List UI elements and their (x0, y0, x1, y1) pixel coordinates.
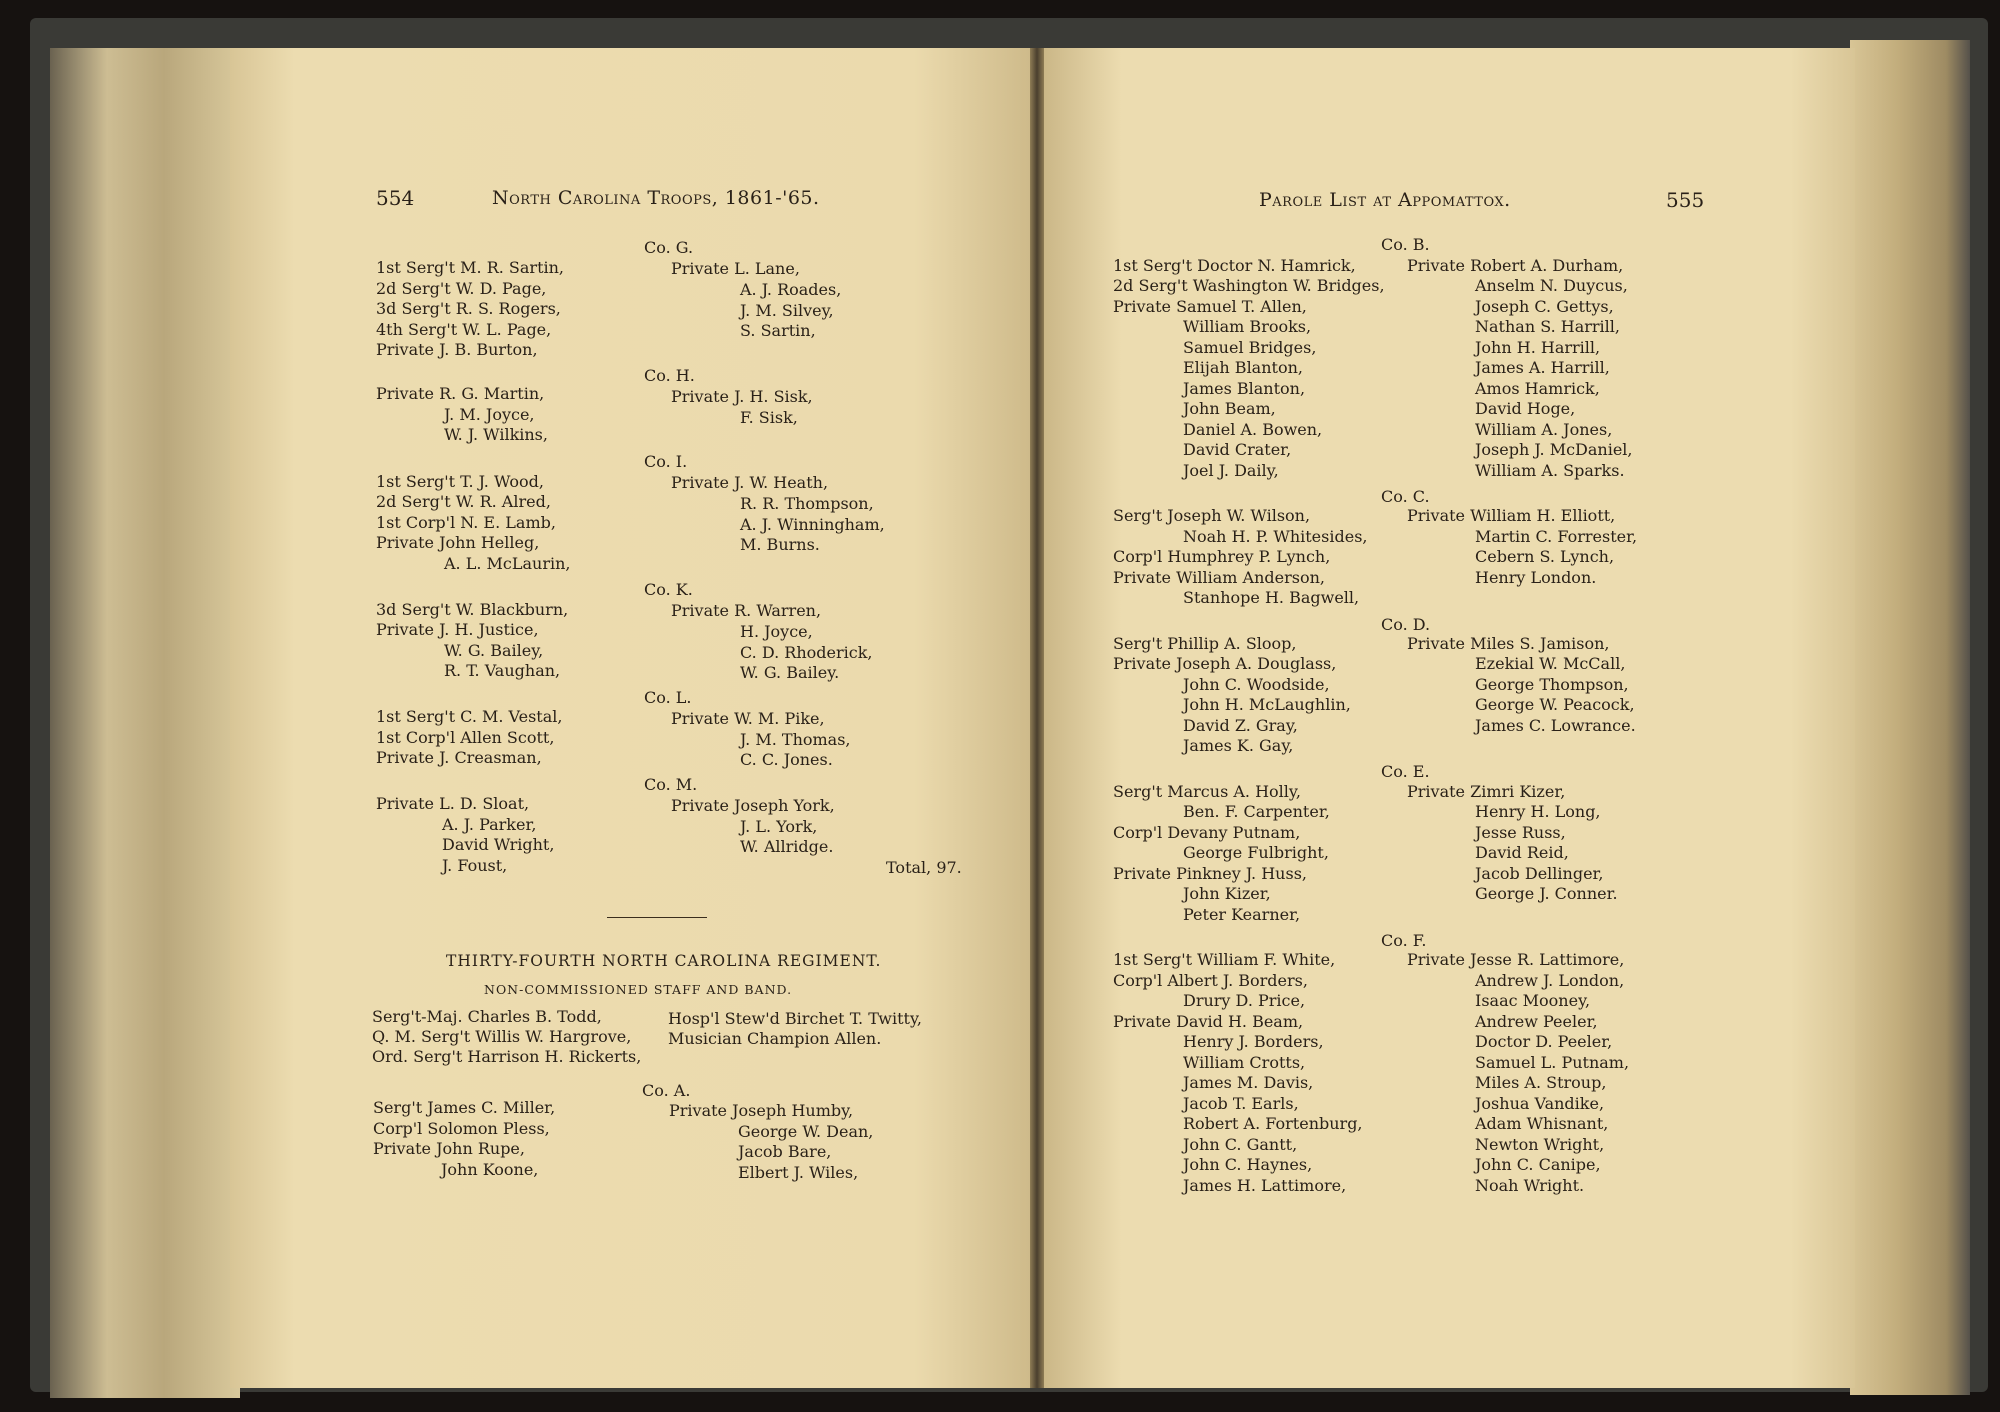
right-col1-line: 2d Serg't Washington W. Bridges, (1113, 276, 1385, 295)
right-col1-line: Ben. F. Carpenter, (1183, 802, 1330, 821)
left-col2-line: J. L. York, (740, 817, 818, 836)
right-col1-line: James K. Gay, (1183, 736, 1294, 755)
left-col2-heading: Co. M. (644, 775, 698, 794)
left-col2-heading: Co. H. (644, 366, 695, 385)
right-col2-line: James A. Harrill, (1475, 358, 1610, 377)
left-col2-heading: Co. G. (644, 238, 694, 257)
right-col2-line: Andrew J. London, (1475, 971, 1625, 990)
co-a-heading: Co. A. (642, 1081, 691, 1100)
right-col2-line: John C. Canipe, (1475, 1155, 1601, 1174)
right-col2-line: Private Robert A. Durham, (1407, 256, 1624, 275)
left-page-number: 554 (376, 186, 415, 210)
company-heading: Co. E. (1381, 762, 1430, 781)
left-col1-line: Private J. Creasman, (376, 748, 542, 767)
right-col2-line: Isaac Mooney, (1475, 991, 1591, 1010)
left-col1-line: Private L. D. Sloat, (376, 794, 530, 813)
right-col2-line: George Thompson, (1475, 675, 1629, 694)
left-col1-line: 3d Serg't R. S. Rogers, (376, 299, 561, 318)
left-col1-line: 1st Corp'l Allen Scott, (376, 728, 555, 747)
right-col1-line: Corp'l Humphrey P. Lynch, (1113, 547, 1331, 566)
right-col1-line: William Brooks, (1183, 317, 1312, 336)
right-col2-line: Joseph J. McDaniel, (1475, 440, 1633, 459)
right-col2-line: Henry London. (1475, 568, 1597, 587)
left-col1-line: Private John Helleg, (376, 533, 540, 552)
staff-line: Musician Champion Allen. (668, 1029, 882, 1048)
right-col2-line: Samuel L. Putnam, (1475, 1053, 1630, 1072)
left-col2-line: Private W. M. Pike, (671, 709, 825, 728)
left-col1-line: 1st Serg't T. J. Wood, (376, 472, 544, 491)
regiment-title: THIRTY-FOURTH NORTH CAROLINA REGIMENT. (446, 952, 882, 970)
page-edges-left (50, 48, 240, 1398)
left-col2-line: F. Sisk, (740, 408, 798, 427)
right-col2-line: James C. Lowrance. (1475, 716, 1636, 735)
co-a-line: Jacob Bare, (738, 1142, 832, 1161)
staff-title: NON-COMMISSIONED STAFF AND BAND. (484, 982, 793, 997)
left-col2-line: W. G. Bailey. (740, 663, 840, 682)
right-col1-line: Corp'l Devany Putnam, (1113, 823, 1301, 842)
right-col2-line: Jesse Russ, (1475, 823, 1566, 842)
right-page-number: 555 (1666, 188, 1705, 212)
right-col2-line: David Hoge, (1475, 399, 1576, 418)
right-col1-line: Drury D. Price, (1183, 991, 1306, 1010)
right-col1-line: George Fulbright, (1183, 843, 1329, 862)
left-col2-line: Private L. Lane, (671, 259, 800, 278)
company-heading: Co. F. (1381, 931, 1427, 950)
left-col2-line: W. Allridge. (740, 837, 834, 856)
right-col2-line: Miles A. Stroup, (1475, 1073, 1607, 1092)
right-col1-line: 1st Serg't Doctor N. Hamrick, (1113, 256, 1356, 275)
right-col2-line: Newton Wright, (1475, 1135, 1605, 1154)
staff-line: Q. M. Serg't Willis W. Hargrove, (372, 1027, 632, 1046)
left-col2-line: Private Joseph York, (671, 796, 835, 815)
left-col2-line: J. M. Silvey, (740, 301, 834, 320)
left-page (230, 48, 1035, 1388)
left-col2-line: C. D. Rhoderick, (740, 643, 873, 662)
right-col1-line: Private David H. Beam, (1113, 1012, 1304, 1031)
right-col1-line: James H. Lattimore, (1183, 1176, 1347, 1195)
right-col1-line: Henry J. Borders, (1183, 1032, 1324, 1051)
staff-line: Ord. Serg't Harrison H. Rickerts, (372, 1047, 642, 1066)
right-col1-line: John H. McLaughlin, (1183, 695, 1351, 714)
left-col1-line: 1st Serg't M. R. Sartin, (376, 258, 564, 277)
right-col1-line: John C. Woodside, (1183, 675, 1330, 694)
left-col2-line: J. M. Thomas, (740, 730, 851, 749)
right-col1-line: Serg't Joseph W. Wilson, (1113, 506, 1311, 525)
left-running-head: North Carolina Troops, 1861-'65. (492, 187, 820, 209)
co-a-line: Corp'l Solomon Pless, (373, 1119, 550, 1138)
total-count: Total, 97. (886, 858, 962, 877)
right-col1-line: Private Joseph A. Douglass, (1113, 654, 1337, 673)
left-col1-line: Private J. H. Justice, (376, 620, 539, 639)
staff-line: Hosp'l Stew'd Birchet T. Twitty, (668, 1009, 922, 1028)
right-col1-line: John C. Gantt, (1183, 1135, 1298, 1154)
right-col2-line: Jacob Dellinger, (1475, 864, 1604, 883)
right-col1-line: Daniel A. Bowen, (1183, 420, 1323, 439)
left-col1-line: 1st Serg't C. M. Vestal, (376, 707, 563, 726)
left-col1-line: David Wright, (442, 835, 555, 854)
right-col2-line: Ezekial W. McCall, (1475, 654, 1626, 673)
left-col2-line: M. Burns. (740, 535, 820, 554)
right-col1-line: Private Samuel T. Allen, (1113, 297, 1307, 316)
company-heading: Co. D. (1381, 615, 1431, 634)
co-a-line: Private John Rupe, (373, 1139, 525, 1158)
left-col1-line: 3d Serg't W. Blackburn, (376, 600, 569, 619)
left-col2-line: A. J. Winningham, (740, 515, 885, 534)
company-heading: Co. C. (1381, 487, 1430, 506)
left-col2-line: A. J. Roades, (740, 280, 842, 299)
left-col2-heading: Co. L. (644, 688, 692, 707)
staff-line: Serg't-Maj. Charles B. Todd, (372, 1007, 602, 1026)
right-col2-line: William A. Jones, (1475, 420, 1613, 439)
left-col2-line: C. C. Jones. (740, 750, 833, 769)
left-col2-heading: Co. K. (644, 580, 693, 599)
right-col2-line: Private William H. Elliott, (1407, 506, 1616, 525)
left-col2-line: H. Joyce, (740, 622, 813, 641)
right-col2-line: George J. Conner. (1475, 884, 1618, 903)
left-col1-line: 1st Corp'l N. E. Lamb, (376, 513, 556, 532)
right-col2-line: Nathan S. Harrill, (1475, 317, 1620, 336)
right-col2-line: Private Zimri Kizer, (1407, 782, 1566, 801)
left-col1-line: 4th Serg't W. L. Page, (376, 320, 552, 339)
right-col1-line: Robert A. Fortenburg, (1183, 1114, 1363, 1133)
co-a-line: Elbert J. Wiles, (738, 1163, 859, 1182)
left-col1-line: W. G. Bailey, (444, 641, 544, 660)
right-col1-line: David Z. Gray, (1183, 716, 1298, 735)
co-a-line: Serg't James C. Miller, (373, 1098, 556, 1117)
left-col1-line: Private R. G. Martin, (376, 384, 545, 403)
right-col1-line: James Blanton, (1183, 379, 1306, 398)
right-col1-line: Serg't Marcus A. Holly, (1113, 782, 1301, 801)
right-col2-line: Andrew Peeler, (1475, 1012, 1598, 1031)
left-col2-line: R. R. Thompson, (740, 494, 874, 513)
right-col1-line: Stanhope H. Bagwell, (1183, 588, 1360, 607)
right-col2-line: Adam Whisnant, (1475, 1114, 1609, 1133)
right-col2-line: Joshua Vandike, (1475, 1094, 1605, 1113)
right-col1-line: Jacob T. Earls, (1183, 1094, 1299, 1113)
right-col1-line: William Crotts, (1183, 1053, 1306, 1072)
right-col2-line: Noah Wright. (1475, 1176, 1585, 1195)
right-col1-line: Private William Anderson, (1113, 568, 1325, 587)
right-col1-line: Private Pinkney J. Huss, (1113, 864, 1307, 883)
right-col2-line: Joseph C. Gettys, (1475, 297, 1614, 316)
right-col2-line: Martin C. Forrester, (1475, 527, 1638, 546)
right-col2-line: Cebern S. Lynch, (1475, 547, 1615, 566)
right-col2-line: Henry H. Long, (1475, 802, 1601, 821)
company-heading: Co. B. (1381, 235, 1430, 254)
right-col1-line: 1st Serg't William F. White, (1113, 950, 1336, 969)
right-col2-line: Private Miles S. Jamison, (1407, 634, 1610, 653)
right-col1-line: John Beam, (1183, 399, 1276, 418)
left-col1-line: A. L. McLaurin, (444, 554, 571, 573)
right-page (1040, 48, 1855, 1388)
right-col1-line: David Crater, (1183, 440, 1292, 459)
page-edges-right (1850, 40, 1970, 1395)
left-col1-line: 2d Serg't W. R. Alred, (376, 492, 551, 511)
right-col2-line: David Reid, (1475, 843, 1569, 862)
right-col1-line: Samuel Bridges, (1183, 338, 1317, 357)
left-col2-line: Private R. Warren, (671, 601, 822, 620)
left-col1-line: Private J. B. Burton, (376, 340, 538, 359)
right-col2-line: George W. Peacock, (1475, 695, 1635, 714)
section-divider (607, 917, 707, 918)
book-gutter (1030, 48, 1044, 1388)
co-a-line: John Koone, (441, 1160, 539, 1179)
left-col1-line: 2d Serg't W. D. Page, (376, 279, 547, 298)
right-col1-line: John Kizer, (1183, 884, 1271, 903)
right-col2-line: William A. Sparks. (1475, 461, 1625, 480)
right-col1-line: James M. Davis, (1183, 1073, 1314, 1092)
co-a-line: George W. Dean, (738, 1122, 874, 1141)
left-col2-line: Private J. W. Heath, (671, 473, 829, 492)
right-col1-line: Joel J. Daily, (1183, 461, 1279, 480)
right-col2-line: John H. Harrill, (1475, 338, 1601, 357)
right-col2-line: Private Jesse R. Lattimore, (1407, 950, 1625, 969)
right-col2-line: Anselm N. Duycus, (1475, 276, 1628, 295)
left-col2-line: S. Sartin, (740, 321, 816, 340)
right-running-head: Parole List at Appomattox. (1259, 189, 1511, 211)
right-col1-line: John C. Haynes, (1183, 1155, 1313, 1174)
left-col1-line: J. M. Joyce, (444, 405, 535, 424)
right-col1-line: Corp'l Albert J. Borders, (1113, 971, 1308, 990)
co-a-line: Private Joseph Humby, (669, 1101, 854, 1120)
right-col1-line: Noah H. P. Whitesides, (1183, 527, 1368, 546)
right-col1-line: Elijah Blanton, (1183, 358, 1303, 377)
right-col2-line: Doctor D. Peeler, (1475, 1032, 1613, 1051)
right-col2-line: Amos Hamrick, (1475, 379, 1600, 398)
left-col1-line: W. J. Wilkins, (444, 425, 548, 444)
left-col1-line: J. Foust, (442, 856, 508, 875)
left-col2-heading: Co. I. (644, 452, 688, 471)
left-col1-line: A. J. Parker, (442, 815, 537, 834)
right-col1-line: Serg't Phillip A. Sloop, (1113, 634, 1297, 653)
left-col1-line: R. T. Vaughan, (444, 661, 561, 680)
left-col2-line: Private J. H. Sisk, (671, 387, 813, 406)
right-col1-line: Peter Kearner, (1183, 905, 1301, 924)
